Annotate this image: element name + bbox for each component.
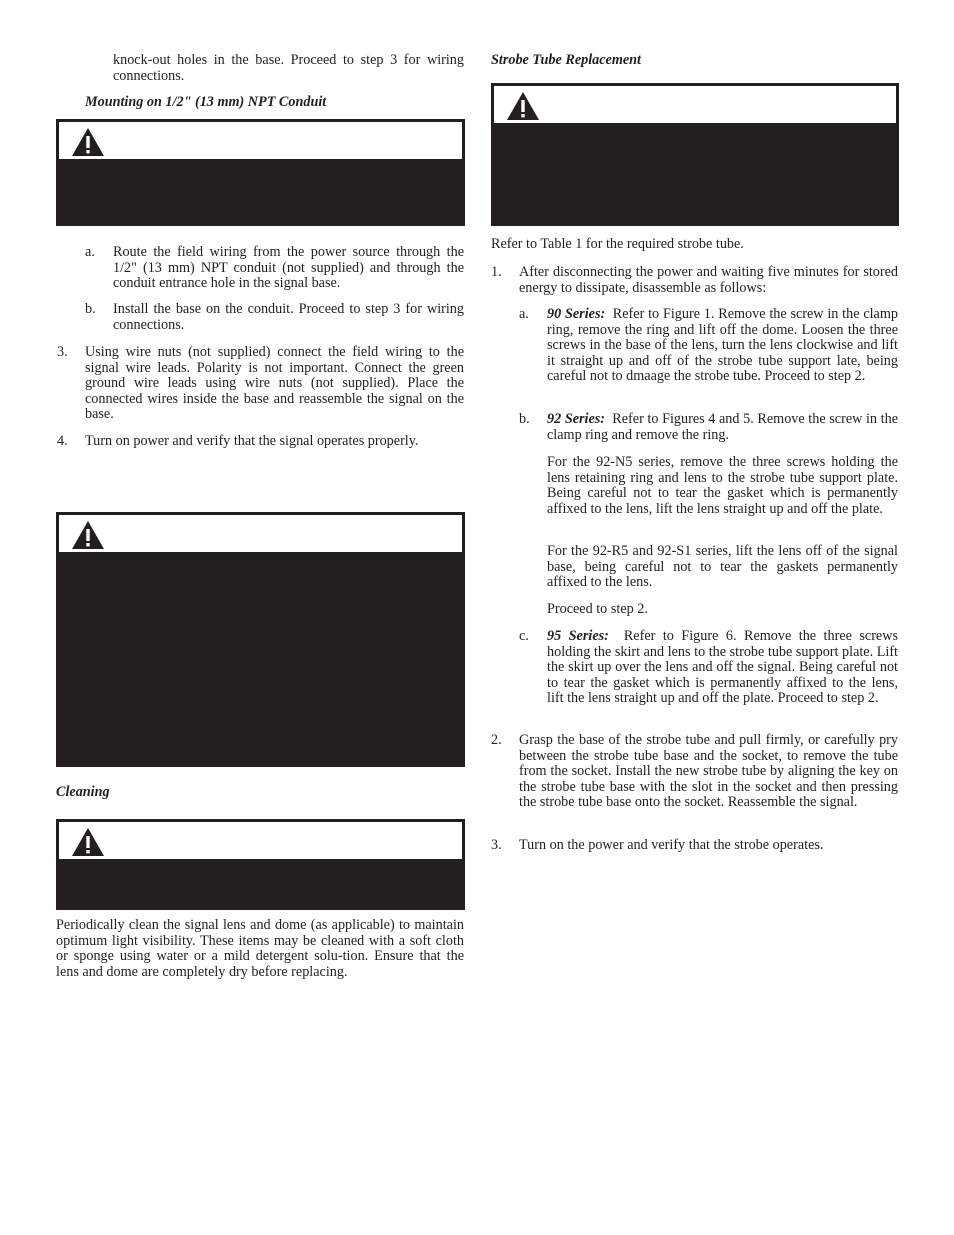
warning-header	[59, 515, 462, 552]
series-92-text: Refer to Figures 4 and 5. Remove the screw in the clamp ring and remove the ring.	[547, 411, 898, 443]
r-step-2-text: Grasp the base of the strobe tube and pull firmly, or carefully pry between the strobe tube base and the socket, to remove the tube from the socket. Install the new strobe tube by aligning the key on the strobe tube base with the slot in the socket and then pressing the strobe tube base onto the socket. Reassemble the signal.	[519, 732, 898, 811]
series-95-text: Refer to Figure 6. Remove the three screws holding the skirt and lens to the strobe tube support plate. Lift the skirt up over the lens and off the signal. Being careful not to tear the gasket which is permanently affixed to the lens, lift the lens straight up and off the plate. Proceed to step 2.	[547, 628, 898, 707]
warning-triangle-icon	[71, 827, 105, 857]
warning-triangle-icon	[506, 91, 540, 121]
warning-triangle-icon	[71, 127, 105, 157]
step-4-label: 4.	[57, 433, 68, 449]
r-step-b-label: b.	[519, 411, 530, 427]
r-step-1-text: After disconnecting the power and waiting five minutes for stored energy to dissipate, disassemble as follows:	[519, 264, 898, 296]
cleaning-text: Periodically clean the signal lens and dome (as applicable) to maintain optimum light visibility. These items may be cleaned with a soft cloth or sponge using water or a mild detergent solu-tion. Ensure that the lens and dome are completely dry before replacing.	[56, 917, 464, 980]
step-3-label: 3.	[57, 344, 68, 360]
r-step-b	[547, 412, 898, 443]
step-4-text: Turn on power and verify that the signal operates properly.	[85, 433, 419, 449]
proceed-text: Proceed to step 2.	[547, 601, 648, 617]
step-a-text: Route the field wiring from the power source through the 1/2" (13 mm) NPT conduit (not supplied) and through the conduit entrance hole in the signal base.	[113, 244, 464, 292]
warning-panel-large	[56, 512, 465, 767]
warning-header	[494, 86, 896, 123]
r-step-a	[547, 307, 898, 385]
step-3-text: Using wire nuts (not supplied) connect the field wiring to the signal wire leads. Polarity is not important. Connect the green ground wire leads using wire nuts (not supplied). Place the connected wires inside the base and reassemble the signal on the base.	[85, 344, 464, 423]
r-step-3-text: Turn on the power and verify that the strobe operates.	[519, 837, 824, 853]
intro-text: knock-out holes in the base. Proceed to step 3 for wiring connections.	[113, 52, 464, 84]
refer-text: Refer to Table 1 for the required strobe tube.	[491, 236, 744, 252]
series-92-r5-text: For the 92-R5 and 92-S1 series, lift the lens off of the signal base, being careful not to tear the gaskets permanently affixed to the lens.	[547, 543, 898, 591]
warning-panel-strobe	[491, 83, 899, 226]
r-step-2-label: 2.	[491, 732, 502, 748]
series-90-text: Refer to Figure 1. Remove the screw in the clamp ring, remove the ring and lift off the dome. Loosen the three screws in the base of the lens, turn the lens clockwise and lift it straight up and off of the strobe tube support late, being careful not to dmaage the strobe tube. Proceed to step 2.	[547, 306, 898, 385]
step-b-text: Install the base on the conduit. Proceed to step 3 for wiring connections.	[113, 301, 464, 333]
strobe-heading: Strobe Tube Replacement	[491, 52, 642, 68]
series-95-label: 95 Series:	[547, 628, 609, 644]
r-step-a-label: a.	[519, 306, 529, 322]
warning-panel-mount	[56, 119, 465, 226]
mount-heading: Mounting on 1/2" (13 mm) NPT Conduit	[85, 94, 327, 110]
series-92-n5-text: For the 92-N5 series, remove the three screws holding the lens retaining ring and lens to the strobe tube support plate. Being careful not to tear the gasket which is permanently affixed to the lens, lift the lens straight up and off the plate.	[547, 454, 898, 517]
warning-header	[59, 822, 462, 859]
r-step-c-label: c.	[519, 628, 529, 644]
r-step-1-label: 1.	[491, 264, 502, 280]
r-step-3-label: 3.	[491, 837, 502, 853]
series-92-label: 92 Series:	[547, 411, 606, 427]
warning-triangle-icon	[71, 520, 105, 550]
step-a-label: a.	[85, 244, 95, 260]
warning-panel-cleaning	[56, 819, 465, 910]
series-90-label: 90 Series:	[547, 306, 606, 322]
warning-header	[59, 122, 462, 159]
step-b-label: b.	[85, 301, 96, 317]
r-step-c	[547, 629, 898, 707]
cleaning-heading: Cleaning	[56, 784, 110, 800]
